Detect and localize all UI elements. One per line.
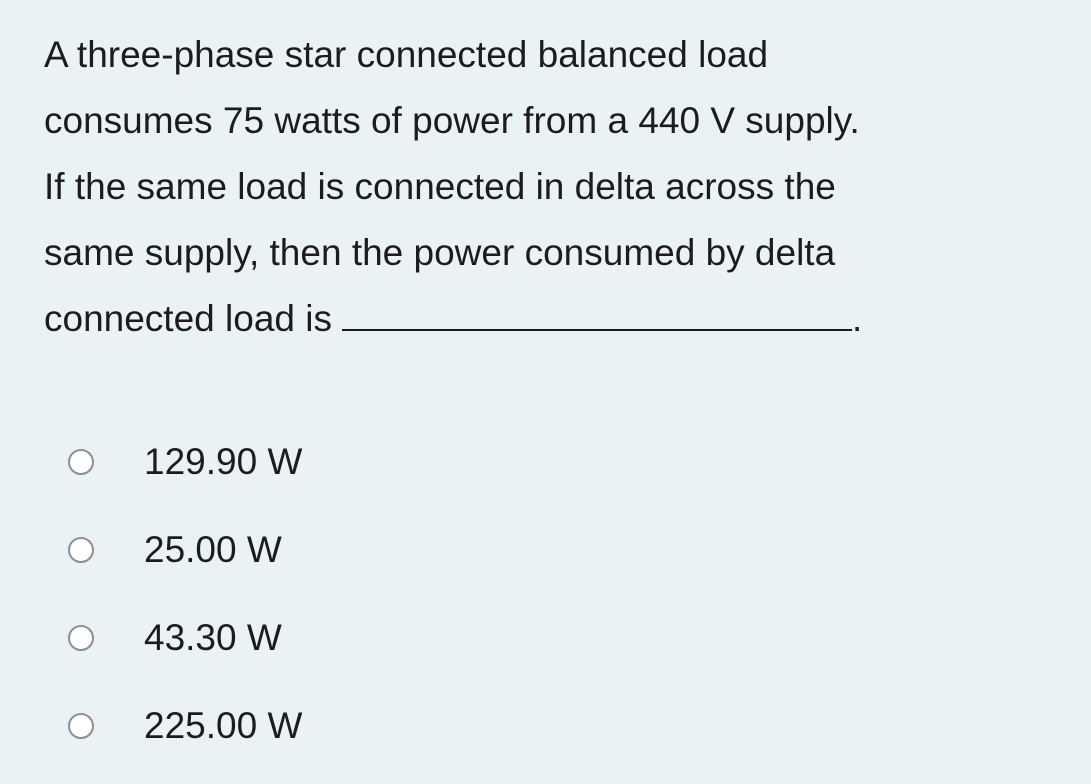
question-line: consumes 75 watts of power from a 440 V supply.	[44, 100, 860, 141]
option-label[interactable]: 129.90 W	[144, 441, 303, 482]
question-line: same supply, then the power consumed by delta	[44, 232, 836, 273]
question-line-text: connected load is	[44, 298, 332, 339]
option-label[interactable]: 225.00 W	[144, 705, 303, 746]
question-text	[44, 22, 1074, 352]
option-3[interactable]	[68, 594, 302, 682]
option-2[interactable]	[68, 506, 302, 594]
option-1[interactable]	[68, 418, 302, 506]
question-line: A three-phase star connected balanced load	[44, 34, 769, 75]
radio-button-icon[interactable]	[68, 537, 94, 563]
question-line-last	[44, 286, 1074, 352]
radio-button-icon[interactable]	[68, 625, 94, 651]
option-4[interactable]	[68, 682, 302, 770]
option-label[interactable]: 43.30 W	[144, 617, 282, 658]
radio-button-icon[interactable]	[68, 713, 94, 739]
radio-button-icon[interactable]	[68, 449, 94, 475]
answer-options	[68, 418, 302, 770]
question-line: If the same load is connected in delta across the	[44, 166, 836, 207]
answer-blank	[342, 299, 852, 331]
option-label[interactable]: 25.00 W	[144, 529, 282, 570]
question-period: .	[851, 298, 863, 339]
